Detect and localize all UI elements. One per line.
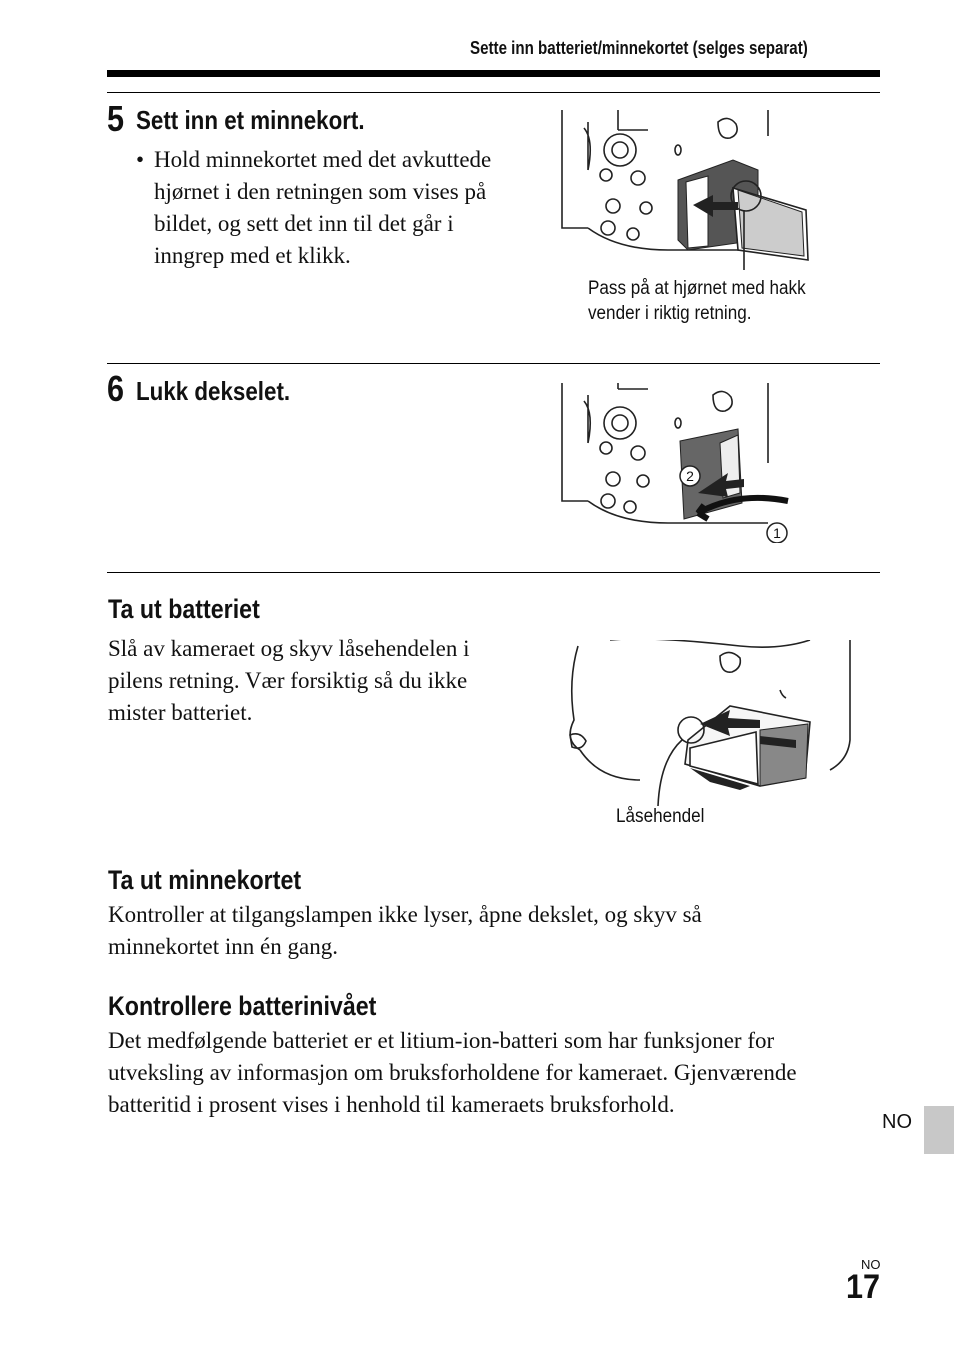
remove-battery-heading: Ta ut batteriet	[108, 594, 260, 624]
remove-battery-text: Slå av kameraet og skyv låsehendelen i pilens retning. Vær forsiktig så du ikke mister batteriet.	[108, 636, 470, 725]
close-cover-illustration	[558, 383, 798, 543]
check-battery-heading: Kontrollere batterinivået	[108, 991, 377, 1021]
side-language-label: NO	[882, 1111, 912, 1133]
divider	[107, 92, 880, 93]
divider	[107, 363, 880, 364]
side-tab-marker	[924, 1106, 954, 1154]
step-5-number: 5	[107, 98, 125, 139]
footer-language: NO	[861, 1257, 881, 1272]
header-rule	[107, 70, 880, 77]
card-caption: Pass på at hjørnet med hakk vender i riktig retning.	[588, 278, 806, 324]
running-header: Sette inn batteriet/minnekortet (selges separat)	[470, 38, 808, 58]
divider	[107, 572, 880, 573]
page-number: 17	[846, 1268, 881, 1306]
remove-card-heading: Ta ut minnekortet	[108, 865, 302, 895]
step-6-title: Lukk dekselet.	[136, 376, 291, 406]
marker-2: 2	[686, 468, 694, 484]
insert-card-illustration	[558, 110, 818, 270]
step-5-text: Hold minnekortet med det avkuttede hjørnet i den retningen som vises på bildet, og sett det inn til det går i inngrep med et klikk.	[154, 147, 492, 268]
check-battery-text: Det medfølgende batteriet er et litium-ion-batteri som har funksjoner for utveksling av informasjon om bruksforholdene for kameraet. Gjenværende batteritid i prosent vises i henhold til kameraets bruksforhold.	[108, 1028, 797, 1117]
lock-lever-caption: Låsehendel	[616, 806, 705, 827]
remove-card-text: Kontroller at tilgangslampen ikke lyser, åpne dekslet, og skyv så minnekortet inn én gang.	[108, 902, 702, 959]
step-6-number: 6	[107, 368, 125, 409]
battery-removal-illustration	[560, 640, 860, 810]
step-5-bullet: •	[136, 147, 145, 172]
step-5-title: Sett inn et minnekort.	[136, 105, 365, 135]
marker-1: 1	[773, 525, 781, 541]
